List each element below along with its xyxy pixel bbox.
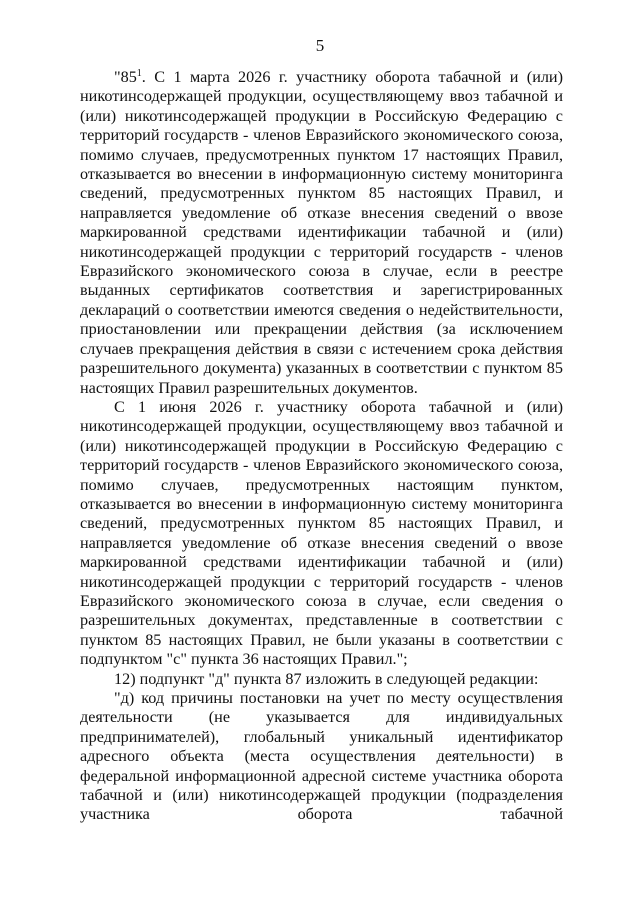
paragraph-85-1-text: . С 1 марта 2026 г. участнику оборота табачной и (или) никотинсодержащей продукции, осуществляющему ввоз табачной и (или) никотинсодержащей продукции в Российскую Федерацию с территорий государств - членов Евразийского экономического союза, помимо случаев, предусмотренных пунктом 17 настоящих Правил, отказывается во внесении в информационную систему мониторинга сведений, предусмотренных пунктом 85 настоящих Правил, и направляется уведомление об отказе внесения сведений о ввозе маркированной средствами идентификации табачной и (или) никотинсодержащей продукции с территорий государств - членов Евразийского экономического союза в случае, если в реестре выданных сертификатов соответствия и зарегистрированных деклараций о соответствии имеются сведения о недействительности, приостановлении или прекращении действия (за исключением случаев прекращения действия в связи с истечением срока действия разрешительного документа) указанных в соответствии с пунктом 85 настоящих Правил разрешительных документов. (80, 68, 563, 397)
paragraph-85-1-lead: "85 (114, 68, 137, 86)
paragraph-subitem-d: "д) код причины постановки на учет по месту осуществления деятельности (не указывается для индивидуальных предпринимателей), глобальный уникальный идентификатор адресного объекта (места осуществления деятельности) в федеральной информационной адресной системе участника оборота табачной и (или) никотинсодержащей продукции (подразделения участника оборота табачной (80, 689, 563, 824)
paragraph-item-12: 12) подпункт "д" пункта 87 изложить в следующей редакции: (114, 669, 539, 688)
paragraph-85-1 (80, 68, 563, 398)
document-body (80, 68, 563, 825)
page-number: 5 (315, 36, 325, 55)
paragraph-85-1-superscript: 1 (136, 68, 142, 79)
paragraph-june-2026: С 1 июня 2026 г. участнику оборота табачной и (или) никотинсодержащей продукции, осуществляющему ввоз табачной и (или) никотинсодержащей продукции в Российскую Федерацию с территорий государств - членов Евразийского экономического союза, помимо случаев, предусмотренных настоящим пунктом, отказывается во внесении в информационную систему мониторинга сведений, предусмотренных пунктом 85 настоящих Правил, и направляется уведомление об отказе внесения сведений о ввозе маркированной средствами идентификации табачной и (или) никотинсодержащей продукции с территорий государств - членов Евразийского экономического союза в случае, если сведения о разрешительных документах, представленные в соответствии с пунктом 85 настоящих Правил, не были указаны в соответствии с подпунктом "с" пункта 36 настоящих Правил."; (80, 397, 563, 669)
